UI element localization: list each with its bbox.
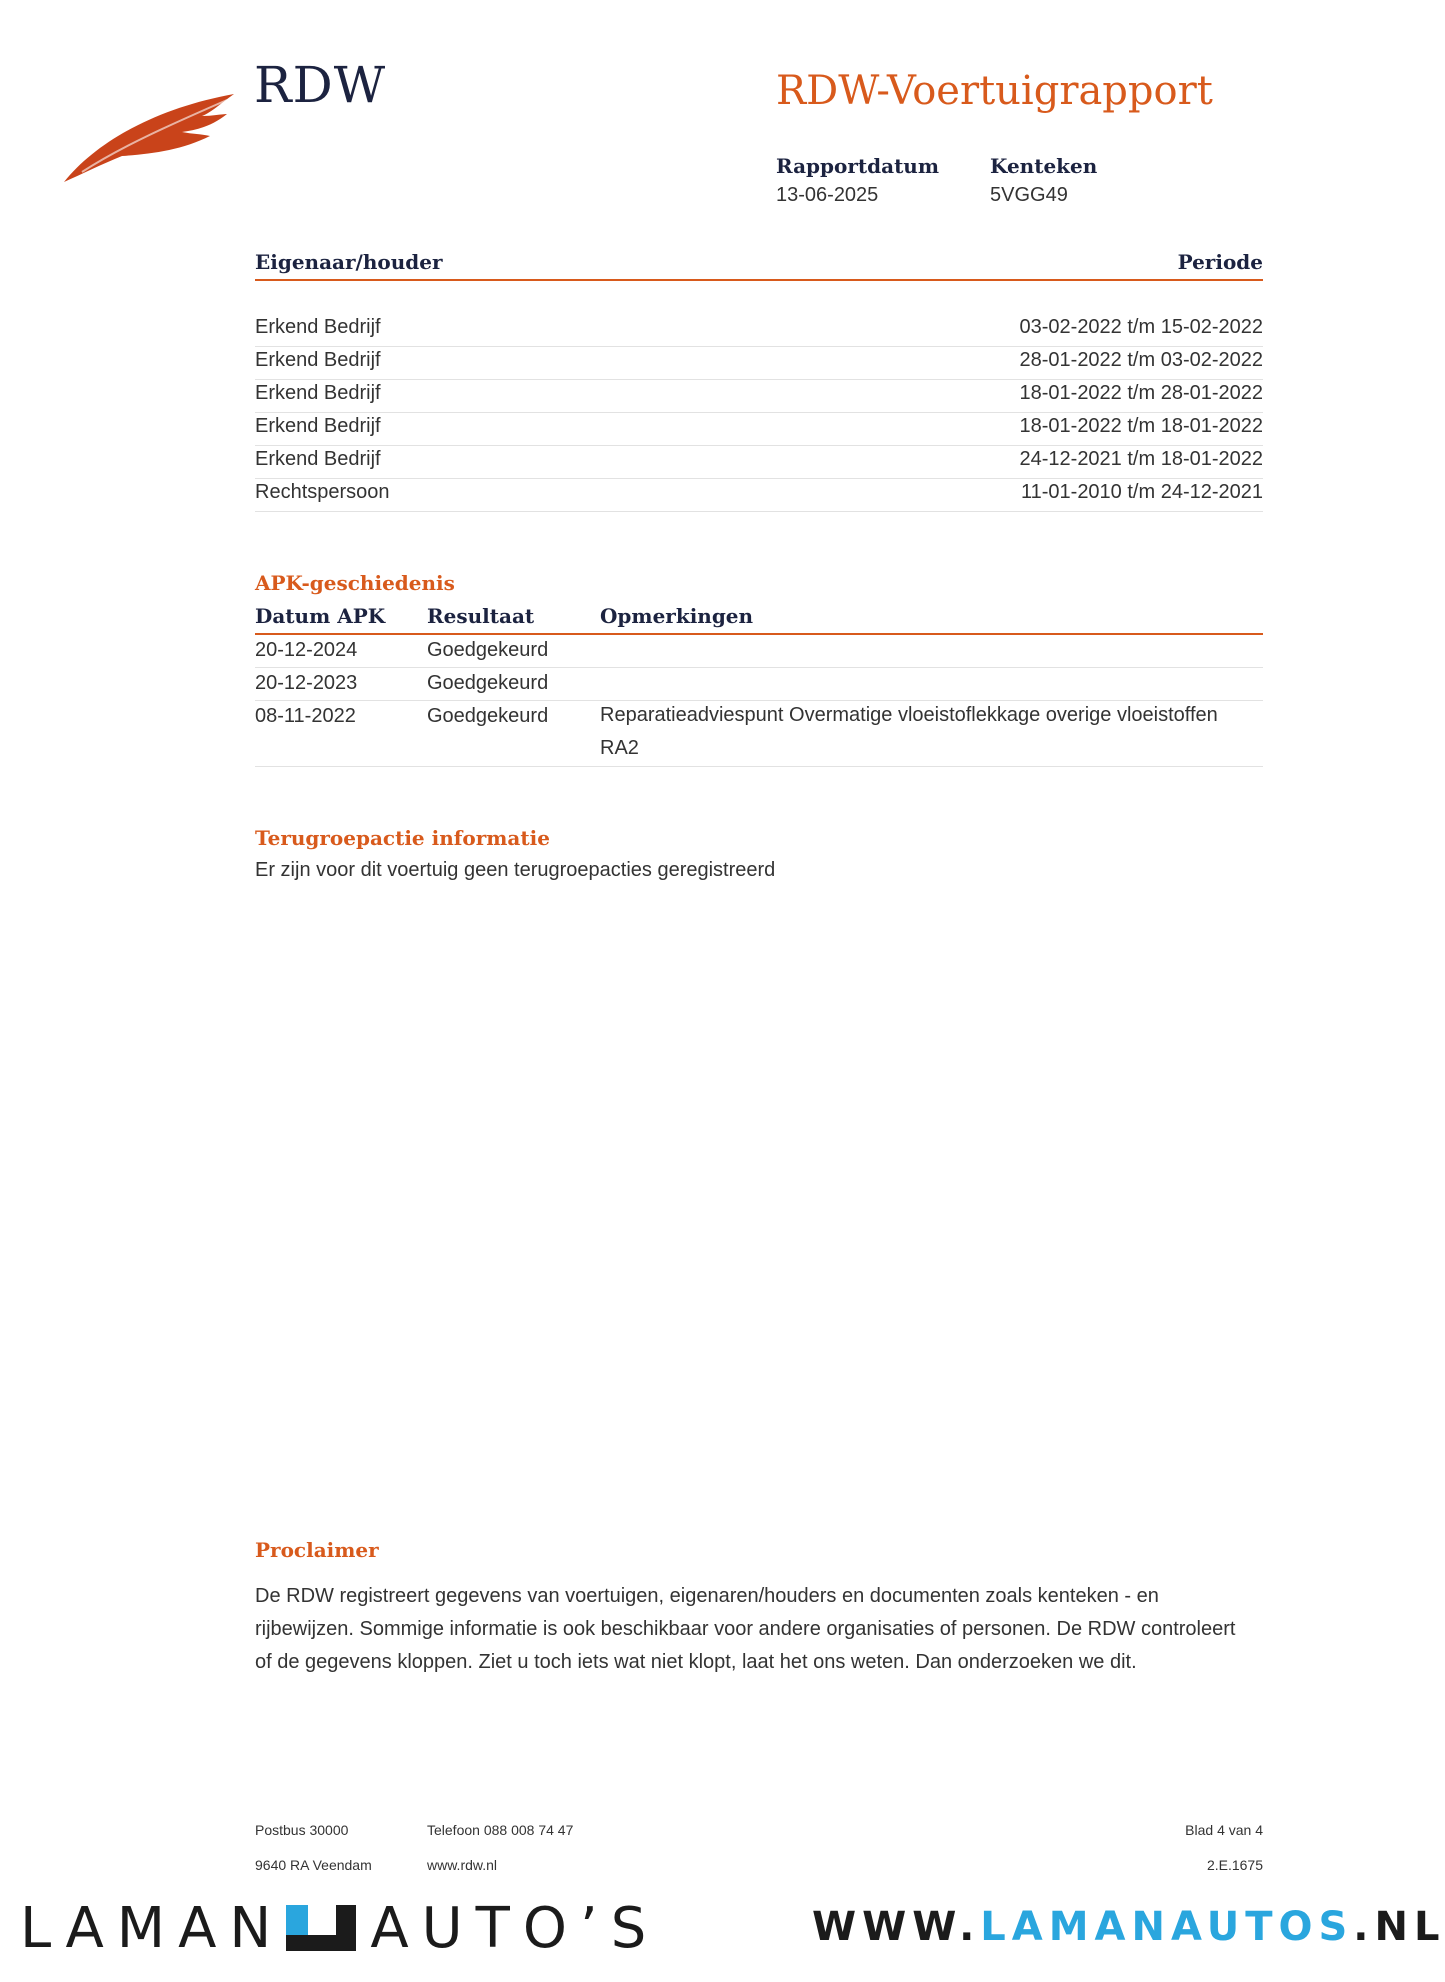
owner-name: Rechtspersoon <box>255 481 390 503</box>
owner-period: 18-01-2022 t/m 28-01-2022 <box>1019 382 1263 404</box>
owner-name: Erkend Bedrijf <box>255 316 381 338</box>
apk-remarks-header: Opmerkingen <box>600 604 754 628</box>
website-main: LAMANAUTOS <box>980 1904 1354 1950</box>
owner-column-header: Eigenaar/houder <box>255 250 443 274</box>
apk-date: 08-11-2022 <box>255 705 356 727</box>
proclaimer-text: De RDW registreert gegevens van voertuigen, eigenaren/houders en documenten zoals kenteken - en rijbewijzen. Sommige informatie is ook beschikbaar voor andere organisaties of personen. De RDW controleert of de gegevens kloppen. Ziet u toch iets wat niet klopt, laat het ons weten. Dan onderzoeken we dit. <box>255 1585 1236 1673</box>
period-column-header: Periode <box>1177 250 1263 274</box>
row-divider <box>255 667 1263 668</box>
row-divider <box>255 766 1263 767</box>
owner-name: Erkend Bedrijf <box>255 415 381 437</box>
row-divider <box>255 478 1263 479</box>
footer-postbus: Postbus 30000 <box>255 1822 349 1838</box>
owner-period: 18-01-2022 t/m 18-01-2022 <box>1019 415 1263 437</box>
footer-telefoon: Telefoon 088 008 74 47 <box>427 1822 574 1838</box>
footer-website-cut: www.rdw.nl <box>427 1857 498 1873</box>
apk-header-rule <box>255 633 1263 635</box>
owner-period: 11-01-2010 t/m 24-12-2021 <box>1020 481 1263 503</box>
kenteken-label: Kenteken <box>990 154 1098 178</box>
kenteken-value: 5VGG49 <box>990 184 1068 206</box>
website-prefix: WWW. <box>812 1904 981 1950</box>
row-divider <box>255 511 1263 512</box>
apk-result: Goedgekeurd <box>427 672 549 694</box>
apk-date-header: Datum APK <box>255 604 386 628</box>
apk-date: 20-12-2024 <box>255 639 358 661</box>
laman-square-icon <box>286 1905 356 1951</box>
brand-laman: LAMAN <box>20 1895 285 1961</box>
apk-result: Goedgekeurd <box>427 639 549 661</box>
apk-result-header: Resultaat <box>427 604 535 628</box>
apk-date: 20-12-2023 <box>255 672 358 694</box>
apk-section-title: APK-geschiedenis <box>255 571 455 595</box>
rapportdatum-value: 13-06-2025 <box>776 184 879 206</box>
apk-result: Goedgekeurd <box>427 705 549 727</box>
laman-autos-logo <box>20 1895 660 1961</box>
owner-name: Erkend Bedrijf <box>255 382 381 404</box>
brand-autos: AUTO’S <box>370 1895 660 1961</box>
recall-section-title: Terugroepactie informatie <box>255 826 550 850</box>
proclaimer-title: Proclaimer <box>255 1538 379 1562</box>
rdw-feather-icon <box>62 86 237 186</box>
report-title: RDW-Voertuigrapport <box>776 68 1213 114</box>
row-divider <box>255 412 1263 413</box>
owner-period: 24-12-2021 t/m 18-01-2022 <box>1019 448 1263 470</box>
laman-website <box>812 1904 1445 1950</box>
footer-address-cut: 9640 RA Veendam <box>255 1857 372 1873</box>
footer-page-number: Blad 4 van 4 <box>1185 1822 1263 1838</box>
owner-period: 03-02-2022 t/m 15-02-2022 <box>1019 316 1263 338</box>
logo-text: RDW <box>254 56 387 114</box>
website-suffix: .NL <box>1353 1904 1445 1950</box>
row-divider <box>255 346 1263 347</box>
row-divider <box>255 379 1263 380</box>
owner-name: Erkend Bedrijf <box>255 349 381 371</box>
owner-name: Erkend Bedrijf <box>255 448 381 470</box>
recall-text: Er zijn voor dit voertuig geen terugroepacties geregistreerd <box>255 859 776 881</box>
apk-remarks: Reparatieadviespunt Overmatige vloeistoflekkage overige vloeistoffen RA2 <box>600 704 1218 759</box>
rapportdatum-label: Rapportdatum <box>776 154 940 178</box>
row-divider <box>255 445 1263 446</box>
owners-header-rule <box>255 279 1263 281</box>
owner-period: 28-01-2022 t/m 03-02-2022 <box>1019 349 1263 371</box>
footer-code-cut: 2.E.1675 <box>1206 1857 1263 1873</box>
